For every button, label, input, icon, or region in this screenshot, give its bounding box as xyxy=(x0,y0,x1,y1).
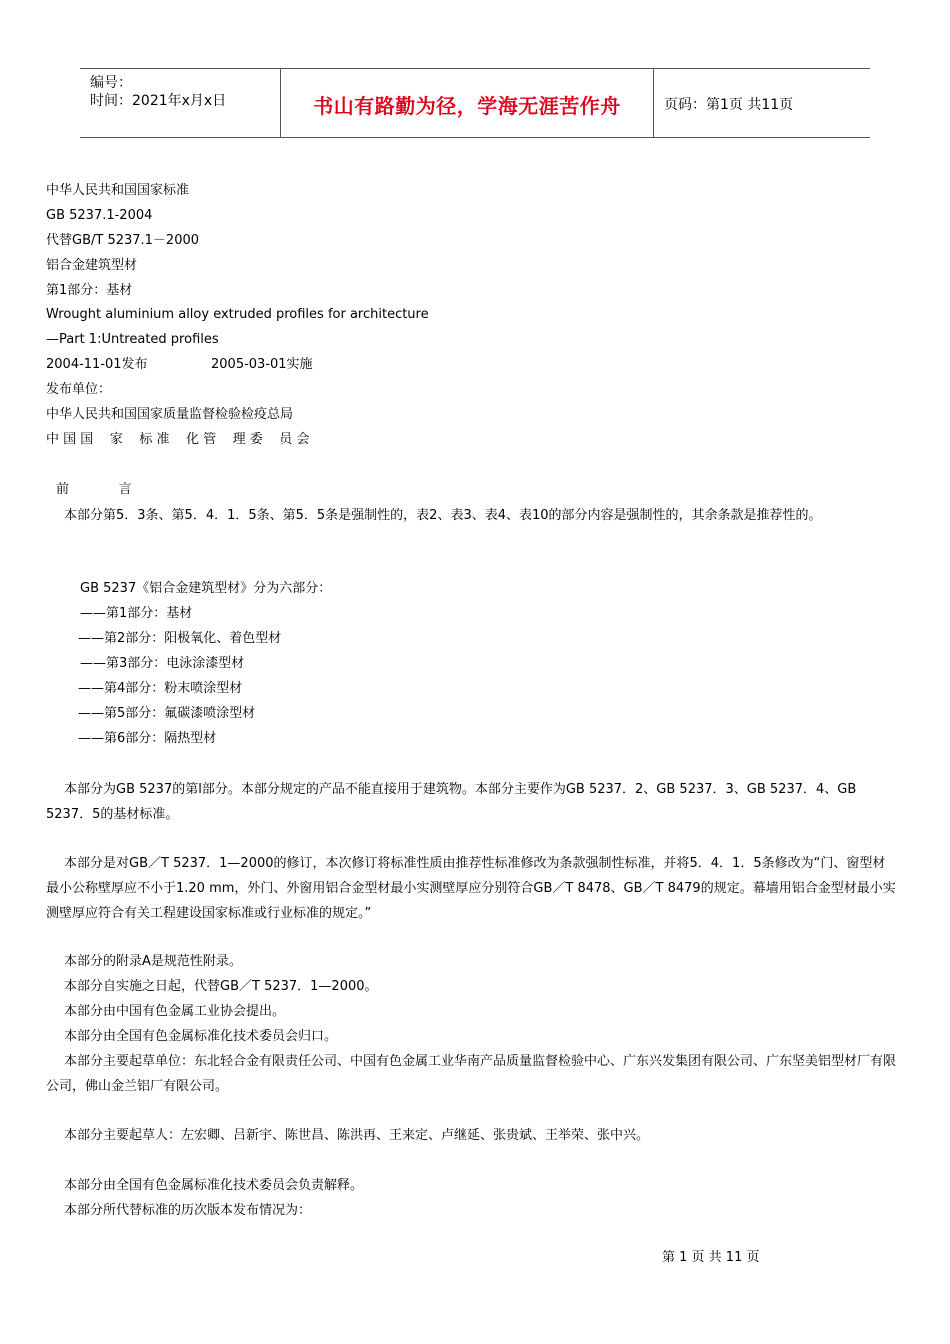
list-item: ——第4部分：粉末喷涂型材 xyxy=(78,681,243,696)
standard-part: 第1部分：基材 xyxy=(46,283,133,298)
number-label: 编号： xyxy=(90,75,132,91)
list-item: ——第1部分：基材 xyxy=(80,606,193,621)
foreword-title: 前 言 xyxy=(56,482,132,497)
foreword-paragraph xyxy=(46,777,898,827)
paragraph-text: 本部分是对GB／T 5237．1—2000的修订，本次修订将标准性质由推荐性标准修改为条款强制性标准，并将5．4．1．5条修改为“门、窗型材最小公称壁厚应不小于1.20 mm，外门、外窗用铝合金型材最小实测壁厚应分别符合GB／T 8478、GB／T 8479的规定。幕墙用铝合金型材最小实测壁厚应符合有关工程建设国家标准或行业标准的规定。” xyxy=(46,856,896,921)
standard-country: 中华人民共和国国家标准 xyxy=(46,183,190,198)
header-motto: 书山有路勤为径，学海无涯苦作舟 xyxy=(313,94,621,118)
header-page-cell xyxy=(654,69,870,137)
publisher-label: 发布单位： xyxy=(46,382,112,397)
list-item: ——第6部分：隔热型材 xyxy=(78,731,217,746)
page-header xyxy=(80,68,870,138)
publisher-1: 中华人民共和国国家质量监督检验检疫总局 xyxy=(46,407,294,422)
paragraph-text: 本部分第5．3条、第5．4．1．5条、第5．5条是强制性的，表2、表3、表4、表10的部分内容是强制性的，其余条款是推荐性的。 xyxy=(64,508,822,523)
foreword-line: 本部分主要起草人：左宏卿、吕新宇、陈世昌、陈洪再、王来定、卢继延、张贵斌、王举荣、张中兴。 xyxy=(64,1128,650,1143)
foreword-line: 本部分所代替标准的历次版本发布情况为： xyxy=(64,1203,312,1218)
english-title: Wrought aluminium alloy extruded profiles for architecture xyxy=(46,307,429,322)
header-page-number: 页码：第1页 共11页 xyxy=(664,97,794,113)
standard-code: GB 5237.1-2004 xyxy=(46,208,153,223)
replaces-line: 代替GB/T 5237.1－2000 xyxy=(46,233,200,248)
foreword-line: 本部分由中国有色金属工业协会提出。 xyxy=(64,1004,286,1019)
list-item: ——第2部分：阳极氧化、着色型材 xyxy=(78,631,282,646)
header-info-cell xyxy=(80,69,281,137)
list-item: ——第5部分：氟碳漆喷涂型材 xyxy=(78,706,256,721)
header-motto-cell xyxy=(281,69,654,137)
foreword-line: 本部分由全国有色金属标准化技术委员会负责解释。 xyxy=(64,1178,364,1193)
paragraph-text: 本部分主要起草单位：东北轻合金有限责任公司、中国有色金属工业华南产品质量监督检验中心、广东兴发集团有限公司、广东坚美铝型材厂有限公司，佛山金兰铝厂有限公司。 xyxy=(46,1054,897,1094)
foreword-paragraph xyxy=(46,503,898,528)
foreword-paragraph xyxy=(46,1049,898,1099)
parts-intro: GB 5237《铝合金建筑型材》分为六部分： xyxy=(80,581,332,596)
date-label: 时间：2021年x月x日 xyxy=(90,93,227,109)
page-footer: 第 1 页 共 11 页 xyxy=(662,1250,760,1265)
english-part: —Part 1:Untreated profiles xyxy=(46,332,219,347)
list-item: ——第3部分：电泳涂漆型材 xyxy=(80,656,245,671)
publisher-2: 中 国 国 家 标 准 化 管 理 委 员 会 xyxy=(46,432,310,447)
implementation-date: 2005-03-01实施 xyxy=(211,357,313,372)
foreword-line: 本部分自实施之日起，代替GB／T 5237．1—2000。 xyxy=(64,979,378,994)
standard-title: 铝合金建筑型材 xyxy=(46,258,138,273)
foreword-line: 本部分由全国有色金属标准化技术委员会归口。 xyxy=(64,1029,338,1044)
foreword-line: 本部分的附录A是规范性附录。 xyxy=(64,954,242,969)
issue-date: 2004-11-01发布 xyxy=(46,357,148,372)
foreword-paragraph xyxy=(46,851,898,926)
paragraph-text: 本部分为GB 5237的第l部分。本部分规定的产品不能直接用于建筑物。本部分主要作为GB 5237．2、GB 5237．3、GB 5237．4、GB 5237．5的基材标准。 xyxy=(46,782,857,822)
